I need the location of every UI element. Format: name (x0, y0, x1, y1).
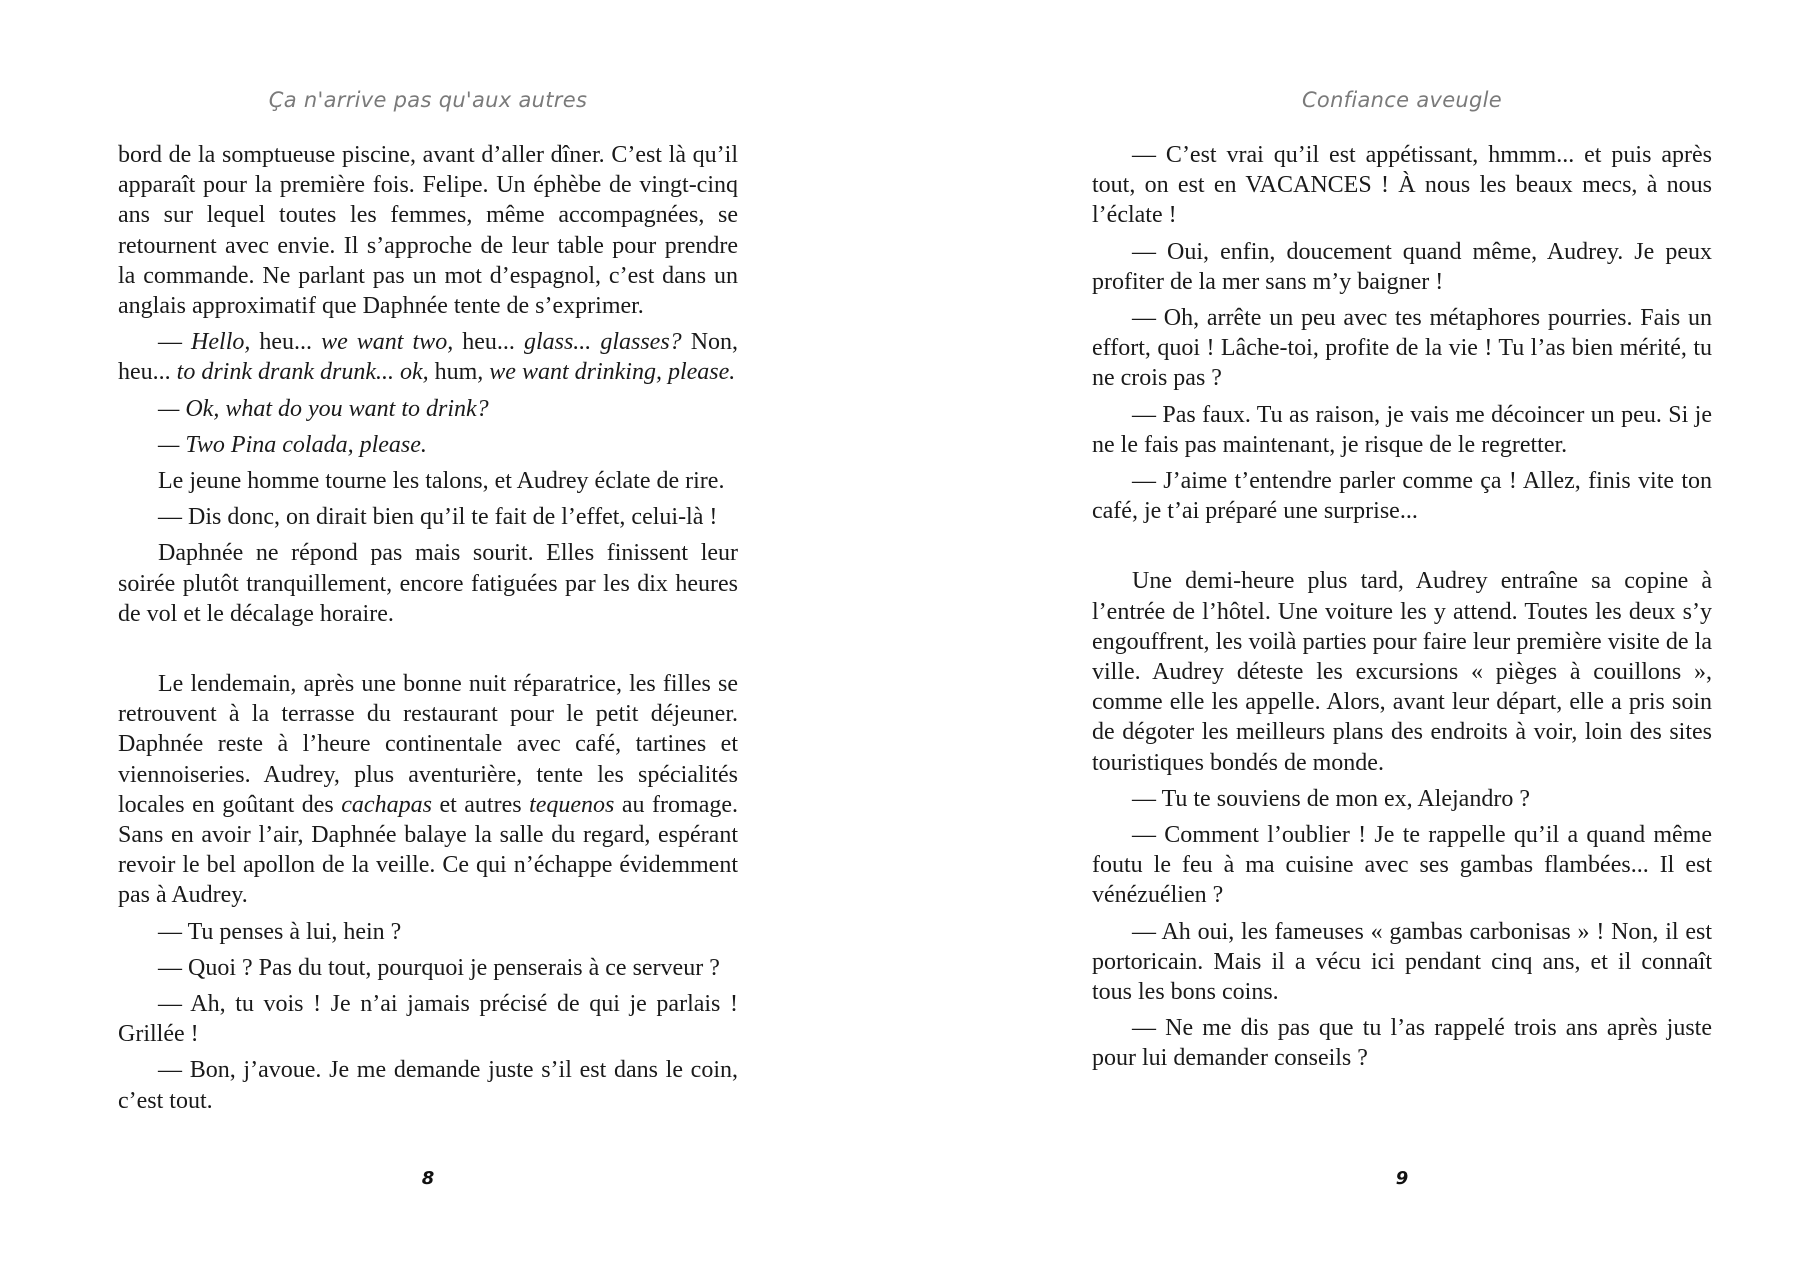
paragraph (118, 669, 738, 911)
english-phrase: , we want drinking, please. (477, 359, 736, 386)
paragraph (118, 394, 738, 424)
text-run: et autres (431, 791, 530, 818)
right-body-text (1092, 140, 1712, 1080)
english-dialogue: — Ok, what do you want to drink? (158, 395, 489, 422)
food-term: cachapas (341, 791, 432, 818)
paragraph (118, 430, 738, 460)
paragraph: Une demi-heure plus tard, Audrey entraîne sa copine à l’entrée de l’hôtel. Une voiture les y attend. Toutes les deux s’y engouffrent, les voilà parties pour faire leur première visite de la ville. Audrey déteste les excursions « pièges à couillons », comme elle les appelle. Alors, avant leur départ, elle a pris soin de dégoter les meilleurs plans des endroits à voir, loin des sites touristiques bondés de monde. (1092, 568, 1712, 776)
english-phrase: glass... glasses? (523, 329, 682, 356)
right-running-head: Confiance aveugle (1301, 88, 1503, 112)
paragraph: — Quoi ? Pas du tout, pourquoi je penserais à ce serveur ? (158, 954, 720, 981)
right-page-number: 9 (1395, 1168, 1409, 1189)
paragraph: Le jeune homme tourne les talons, et Audrey éclate de rire. (158, 468, 725, 495)
paragraph: Daphnée ne répond pas mais sourit. Elles finissent leur soirée plutôt tranquillement, encore fatiguées par les dix heures de vol et le décalage horaire. (118, 540, 738, 627)
text-run: hum (428, 359, 478, 386)
paragraph: — Pas faux. Tu as raison, je vais me décoincer un peu. Si je ne le fais pas maintenant, je risque de le regretter. (1092, 401, 1712, 458)
paragraph: — J’aime t’entendre parler comme ça ! Allez, finis vite ton café, je t’ai préparé une surprise... (1092, 468, 1712, 525)
left-page-number: 8 (421, 1168, 435, 1189)
right-page (1092, 0, 1712, 1276)
paragraph: — Ah, tu vois ! Je n’ai jamais précisé de qui je parlais ! Grillée ! (118, 991, 738, 1048)
paragraph: — Dis donc, on dirait bien qu’il te fait de l’effet, celui-là ! (158, 504, 718, 531)
paragraph: — Comment l’oublier ! Je te rappelle qu’il a quand même foutu le feu à ma cuisine avec ses gambas flambées... Il est vénézuélien ? (1092, 822, 1712, 909)
paragraph (118, 327, 738, 387)
left-running-head: Ça n'arrive pas qu'aux autres (268, 88, 588, 112)
paragraph: — Bon, j’avoue. Je me demande juste s’il est dans le coin, c’est tout. (118, 1057, 738, 1114)
english-phrase: we want two, (321, 329, 454, 356)
paragraph: — Oh, arrête un peu avec tes métaphores pourries. Fais un effort, quoi ! Lâche-toi, profite de la vie ! Tu l’as bien mérité, tu ne crois pas ? (1092, 305, 1712, 392)
dialogue-dash: — (158, 329, 192, 356)
paragraph: — Tu penses à lui, hein ? (158, 918, 402, 945)
text-run: au fromage. Sans en avoir l’air, Daphnée balaye la salle du regard, espérant revoir le bel apollon de la veille. Ce qui n’échappe évidemment pas à Audrey. (118, 791, 739, 909)
text-run: heu... (250, 329, 322, 356)
english-phrase: to drink drank drunk... ok, (176, 359, 429, 386)
paragraph: bord de la somptueuse piscine, avant d’aller dîner. C’est là qu’il apparaît pour la première fois. Felipe. Un éphèbe de vingt-cinq ans sur lequel toutes les femmes, même accompagnées, se retournent avec envie. Il s’approche de leur table pour prendre la commande. Ne parlant pas un mot d’espagnol, c’est dans un anglais approximatif que Daphnée tente de s’exprimer. (118, 142, 738, 320)
left-body-text (118, 140, 738, 1122)
left-page (118, 0, 738, 1276)
text-run: heu... (453, 329, 524, 356)
food-term: tequenos (529, 791, 615, 818)
english-phrase: Hello, (191, 329, 251, 356)
paragraph: — Ah oui, les fameuses « gambas carbonisas » ! Non, il est portoricain. Mais il a vécu ici pendant cinq ans, et il connaît tous les bons coins. (1092, 918, 1712, 1006)
text-run: Non, heu... (118, 329, 739, 386)
paragraph: — Oui, enfin, doucement quand même, Audrey. Je peux profiter de la mer sans m’y baigner ! (1092, 238, 1712, 295)
paragraph: — Tu te souviens de mon ex, Alejandro ? (1132, 785, 1530, 812)
paragraph: — C’est vrai qu’il est appétissant, hmmm... et puis après tout, on est en VACANCES ! À nous les beaux mecs, à nous l’éclate ! (1092, 142, 1712, 229)
text-run: Le lendemain, après une bonne nuit réparatrice, les filles se retrouvent à la terrasse du restaurant pour le petit déjeuner. Daphnée reste à l’heure continentale avec café, tartines et viennoiseries. Audrey, plus aventurière, tente les spécialités locales en goûtant des (118, 671, 738, 818)
paragraph: — Ne me dis pas que tu l’as rappelé trois ans après juste pour lui demander conseils ? (1092, 1015, 1712, 1072)
english-dialogue: — Two Pina colada, please. (158, 431, 427, 458)
